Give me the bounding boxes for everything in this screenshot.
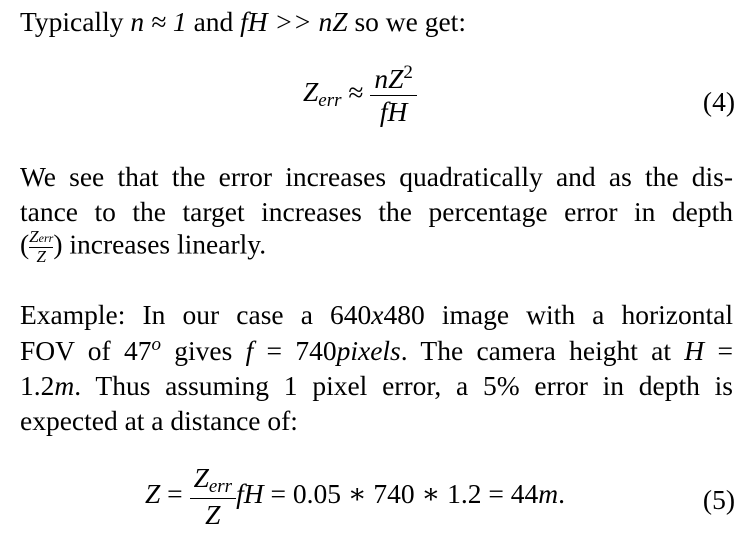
intro-and: and [186, 6, 241, 37]
eq5-lhs: Z [145, 477, 161, 509]
eq4-relation: ≈ [348, 76, 364, 108]
eq4-denominator: fH [370, 95, 417, 128]
equation-5: Z = $\frac{Z_{err}}{Z}$ fH = 0.05 ∗ 740 ∗ 1.2 = 44m. [145, 462, 565, 530]
intro-condition-2: fH >> nZ [240, 6, 348, 37]
eq5-equals: = [167, 477, 183, 509]
intro-condition-1: n ≈ 1 [130, 6, 187, 37]
para2-line1: Example: In our case a 640x480 image with a horizontal [20, 299, 733, 330]
para1-line3: ( $\frac{\text{Zerr}}{Z}$ ) increases linearly. [20, 227, 267, 266]
para1-line2: tance to the target increases the percentage error in depth [20, 196, 733, 227]
eq4-lhs: $Z_{err}$ [303, 76, 342, 112]
para1-line1: We see that the error increases quadratically and as the dis- [20, 161, 733, 192]
equation-4-number: (4) [702, 86, 735, 117]
intro-line [20, 6, 466, 38]
equation-5-number: (5) [702, 484, 735, 515]
percentage-error-fraction: $\frac{\text{Zerr}}{Z}$ [29, 227, 54, 266]
eq5-denominator: Z [190, 498, 237, 531]
eq5-fh: fH [236, 477, 264, 509]
intro-suffix: so we get: [347, 6, 466, 37]
eq5-numerator: $Z_{err}$ [193, 462, 233, 497]
intro-prefix: Typically [20, 6, 131, 37]
equation-4 [303, 62, 417, 128]
eq4-fraction [370, 62, 417, 128]
eq5-calculation: = 0.05 ∗ 740 ∗ 1.2 = 44 [263, 477, 539, 509]
para2-line4: expected at a distance of: [20, 405, 298, 436]
eq5-fraction [190, 462, 237, 531]
para1-line3-rest: ) increases linearly. [53, 228, 267, 260]
para2-line2: FOV of 47$^o$ gives f = 740pixels. The camera height at H = [20, 334, 733, 366]
para2-line3: 1.2m. Thus assuming 1 pixel error, a 5% error in depth is [20, 370, 733, 401]
eq4-numerator: $nZ^2$ [374, 62, 413, 94]
